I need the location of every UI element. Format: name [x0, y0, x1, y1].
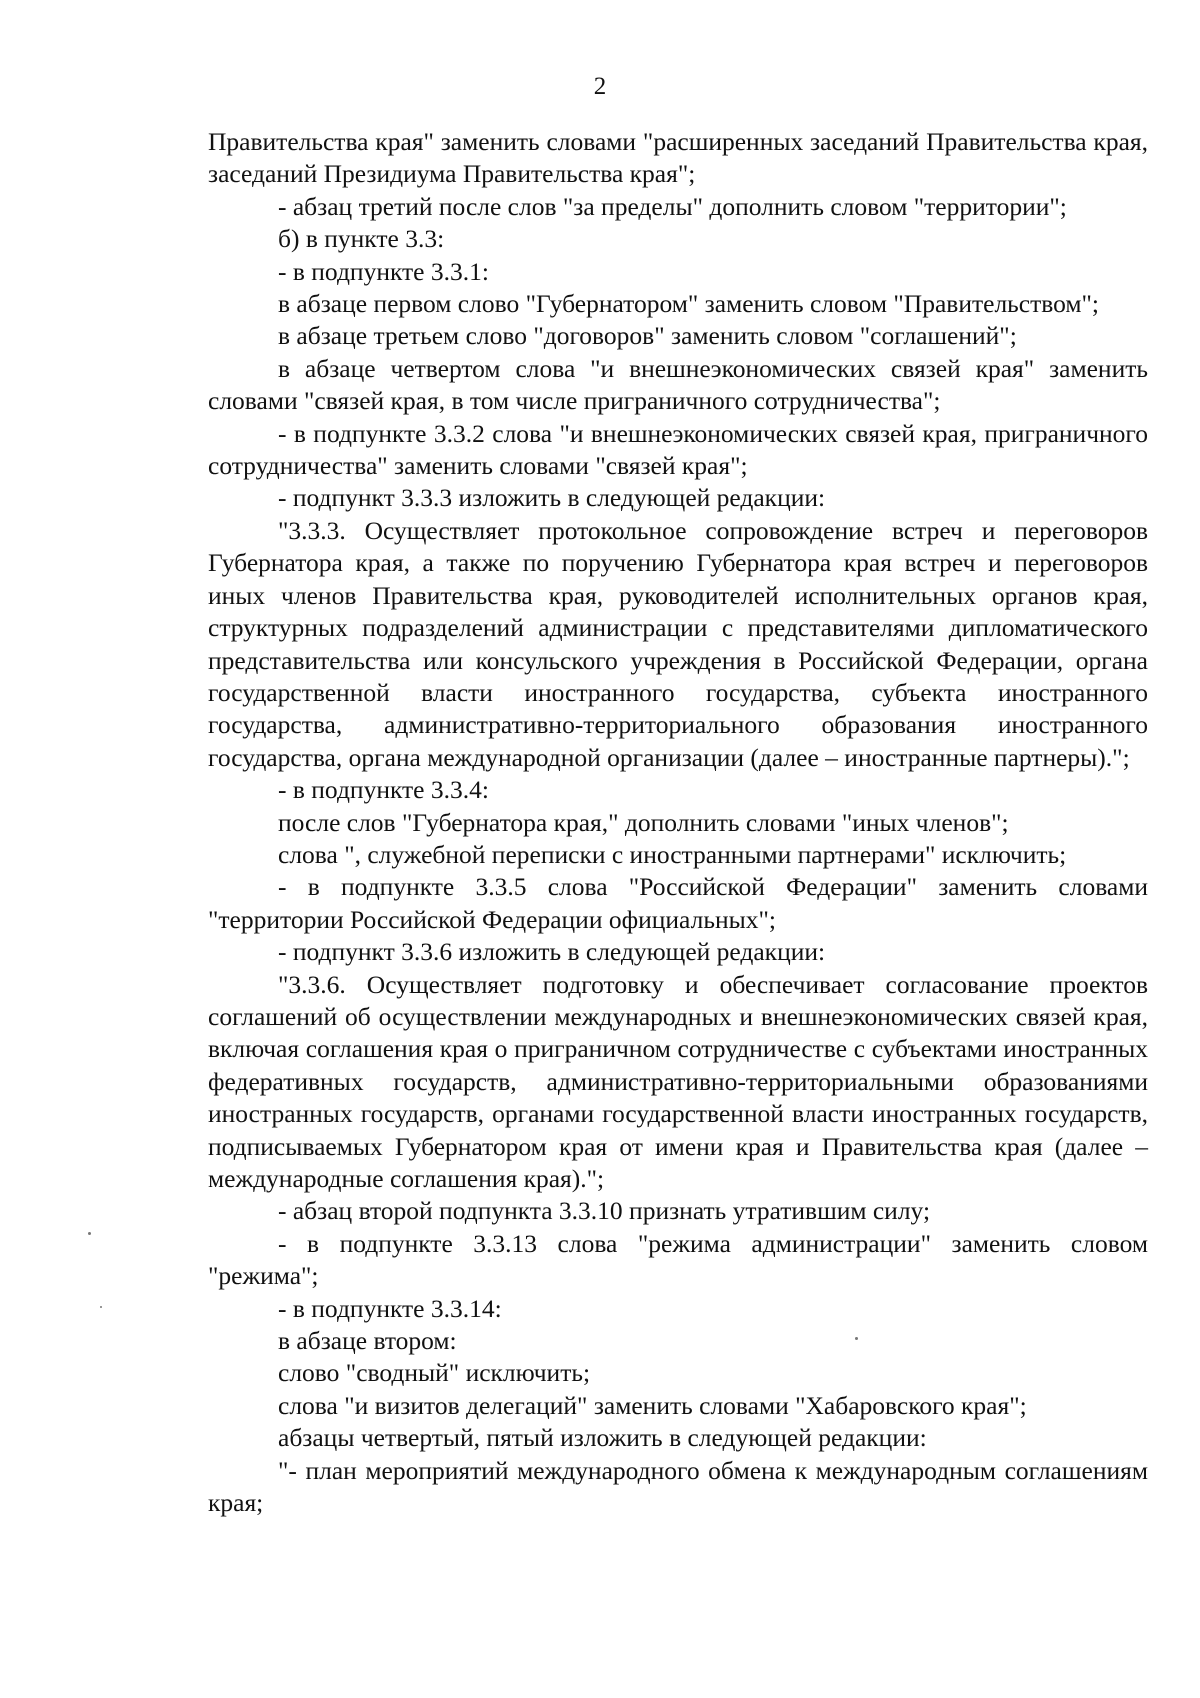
document-body: [208, 126, 1148, 1519]
scan-speck: [855, 1337, 858, 1340]
paragraph: - в подпункте 3.3.4:: [278, 775, 489, 805]
paragraph: слова "и визитов делегаций" заменить словами "Хабаровского края";: [278, 1390, 1027, 1420]
paragraph: в абзаце втором:: [278, 1326, 457, 1356]
paragraph: б) в пункте 3.3:: [278, 224, 445, 254]
paragraph: абзацы четвертый, пятый изложить в следующей редакции:: [278, 1423, 927, 1453]
paragraph: - абзац третий после слов "за пределы" дополнить словом "территории";: [278, 191, 1067, 221]
paragraph: в абзаце первом слово "Губернатором" заменить словом "Правительством";: [278, 289, 1100, 319]
paragraph: - в подпункте 3.3.5 слова "Российской Федерации" заменить словами "территории Российской Федерации официальных";: [208, 872, 1148, 934]
paragraph: - в подпункте 3.3.2 слова "и внешнеэкономических связей края, приграничного сотрудничества" заменить словами "связей края";: [208, 418, 1148, 481]
paragraph: слово "сводный" исключить;: [278, 1358, 591, 1388]
paragraph: - подпункт 3.3.3 изложить в следующей редакции:: [278, 483, 826, 513]
paragraph: - подпункт 3.3.6 изложить в следующей редакции:: [278, 937, 826, 967]
paragraph: - в подпункте 3.3.1:: [278, 256, 489, 286]
paragraph: Правительства края" заменить словами "расширенных заседаний Правительства края, заседаний Президиума Правительства края";: [208, 127, 1148, 189]
paragraph: - абзац второй подпункта 3.3.10 признать утратившим силу;: [278, 1196, 931, 1226]
paragraph: в абзаце четвертом слова "и внешнеэкономических связей края" заменить словами "связей края, в том числе приграничного сотрудничества";: [208, 353, 1148, 416]
paragraph: "- план мероприятий международного обмена к международным соглашениям края;: [208, 1455, 1148, 1518]
paragraph: - в подпункте 3.3.13 слова "режима администрации" заменить словом "режима";: [208, 1228, 1148, 1291]
paragraph: после слов "Губернатора края," дополнить словами "иных членов";: [278, 807, 1009, 837]
paragraph: - в подпункте 3.3.14:: [278, 1293, 502, 1323]
paragraph: "3.3.6. Осуществляет подготовку и обеспечивает согласование проектов соглашений об осуществлении международных и внешнеэкономических связей края, включая соглашения края о приграничном сотрудничестве с субъектами иностранных федеративных государств, административно-территориальными образованиями иностранных государств, органами государственной власти иностранных государств, подписываемых Губернатором края от имени края и Правительства края (далее – международные соглашения края).";: [208, 969, 1148, 1193]
scan-speck: [88, 1232, 91, 1235]
page-number: 2: [593, 73, 607, 100]
paragraph: слова ", служебной переписки с иностранными партнерами" исключить;: [278, 839, 1067, 869]
paragraph: в абзаце третьем слово "договоров" заменить словом "соглашений";: [278, 321, 1017, 351]
scan-speck: [100, 1306, 102, 1308]
paragraph: "3.3.3. Осуществляет протокольное сопровождение встреч и переговоров Губернатора края, а также по поручению Губернатора края встреч и переговоров иных членов Правительства края, руководителей исполнительных органов края, структурных подразделений администрации с представителями дипломатического представительства или консульского учреждения в Российской Федерации, органа государственной власти иностранного государства, субъекта иностранного государства, административно-территориального образования иностранного государства, органа международной организации (далее – иностранные партнеры).";: [208, 515, 1148, 772]
